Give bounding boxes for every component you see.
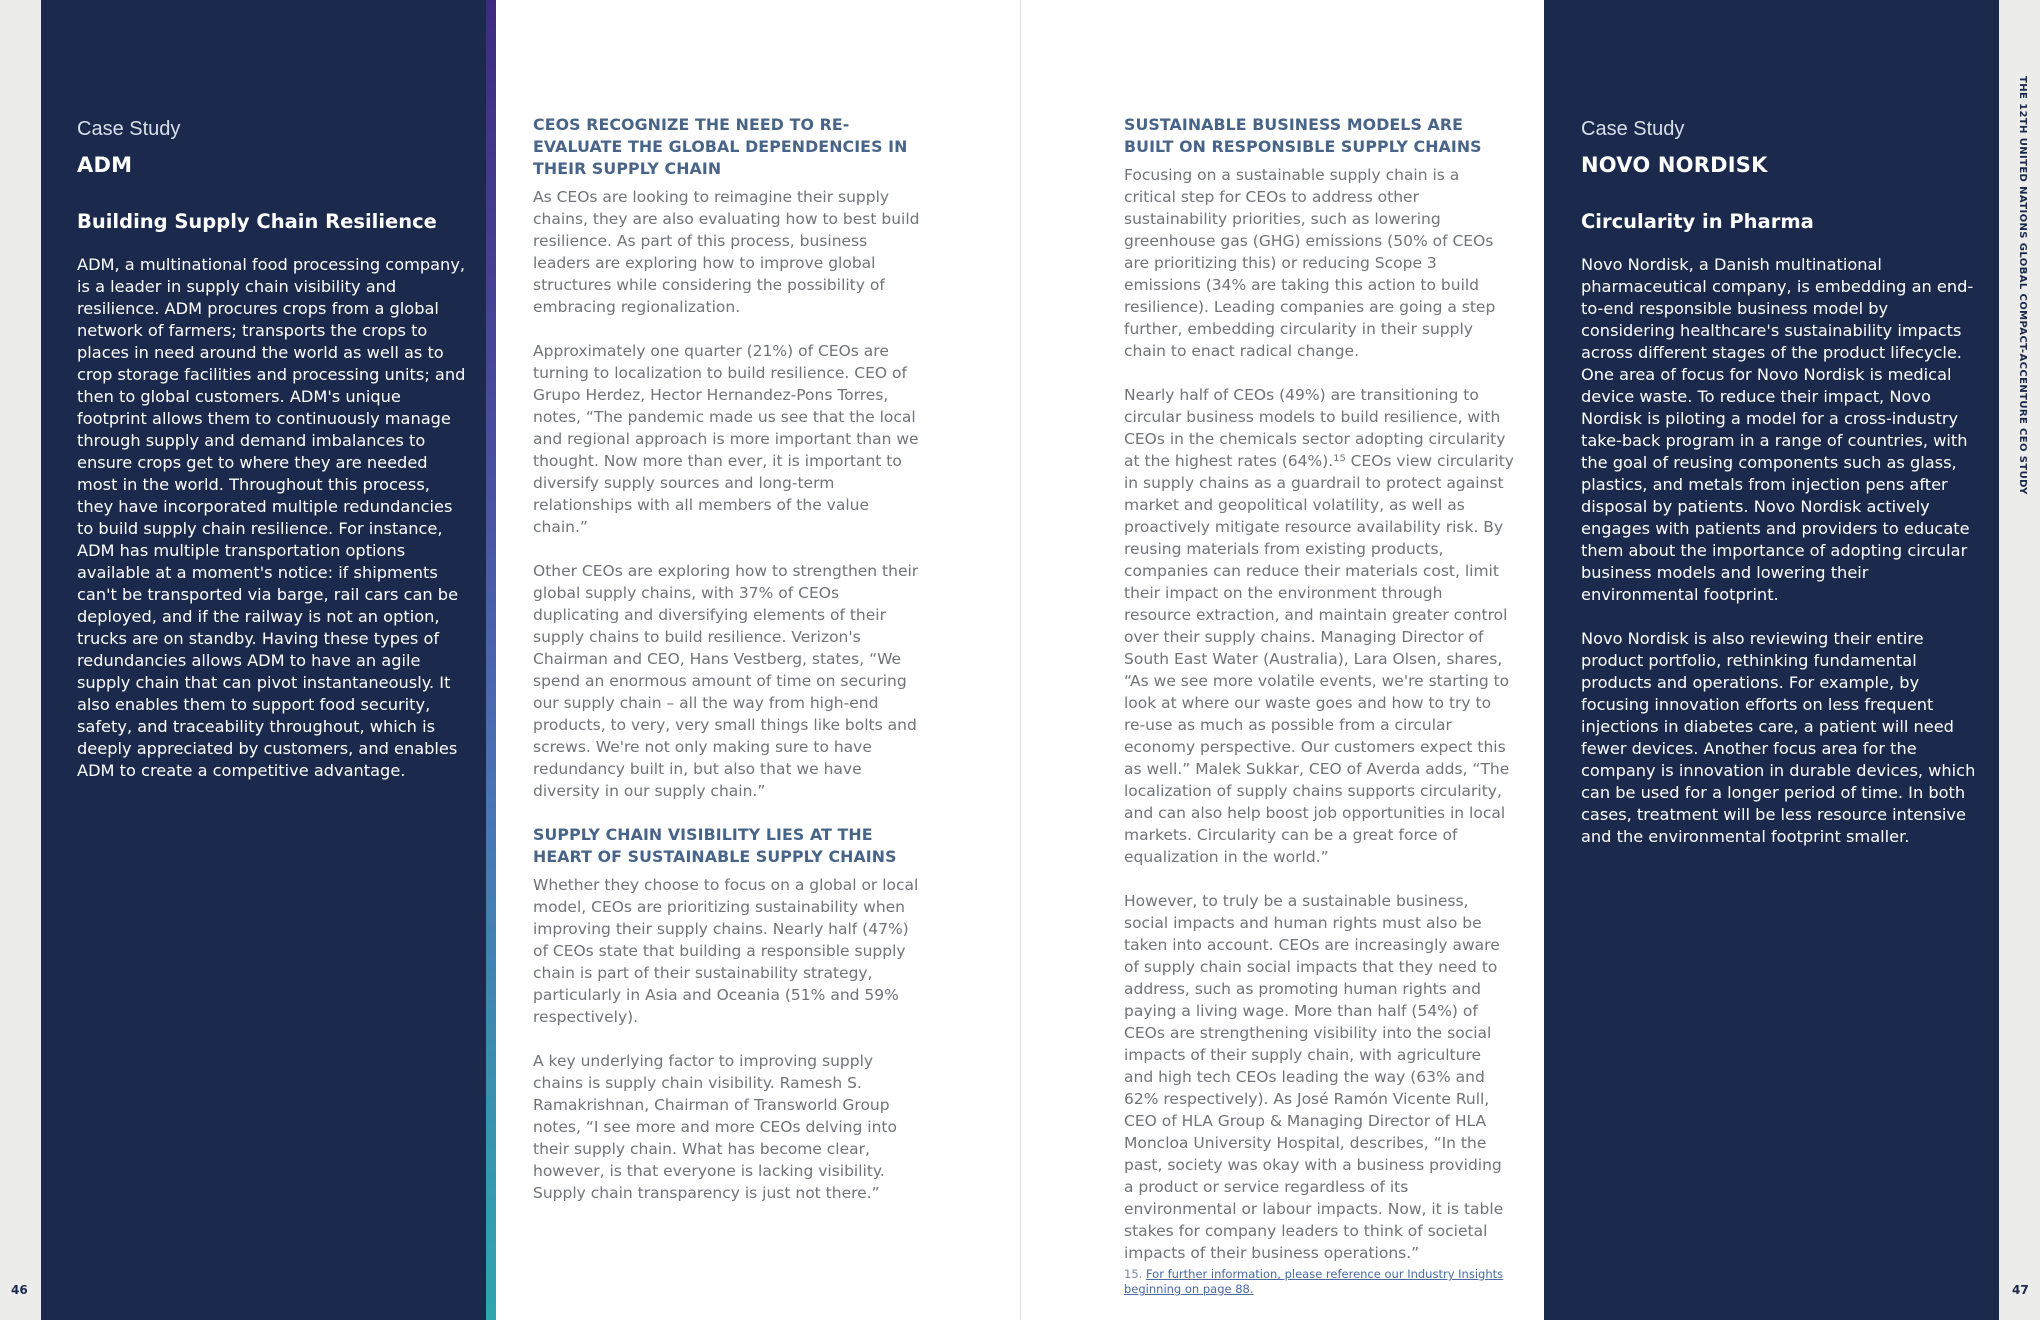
case-study-heading: Circularity in Pharma [1581,210,1814,233]
running-head: THE 12TH UNITED NATIONS GLOBAL COMPACT-ACCENTURE CEO STUDY [2017,76,2028,495]
footnote [1124,1267,1504,1297]
section-body [533,874,925,1204]
case-study-company: NOVO NORDISK [1581,153,1768,177]
case-study-panel-novo-nordisk [1544,0,1999,1320]
right-text-column [1124,114,1514,1264]
section-heading: SUPPLY CHAIN VISIBILITY LIES AT THE HEART OF SUSTAINABLE SUPPLY CHAINS [533,825,897,866]
case-study-body [77,254,467,782]
paragraph: Other CEOs are exploring how to strengthen their global supply chains, with 37% of CEOs duplicating and diversifying elements of their supply chains to build resilience. Verizon's Chairman and CEO, Hans Vestberg, states, “We spend an enormous amount of time on securing our supply chain – all the way from high-end products, to very, very small things like bolts and screws. We're not only making sure to have redundancy built in, but also that we have diversity in our supply chain.” [533,562,919,800]
section-body [533,186,925,802]
footnote-number: 15. [1124,1267,1143,1281]
section-sustainable-business-models [1124,114,1514,1264]
gradient-accent-bar [486,0,496,1320]
case-study-paragraph: Novo Nordisk is also reviewing their entire product portfolio, rethinking fundamental products and operations. For example, by focusing innovation efforts on less frequent injections in diabetes care, a patient will need fewer devices. Another focus area for the company is innovation in durable devices, which can be used for a longer period of time. In both cases, treatment will be less resource intensive and the environmental footprint smaller. [1581,629,1976,846]
case-study-content [1581,118,1986,848]
section-global-dependencies [533,114,925,802]
case-study-label: Case Study [1581,118,1685,140]
paragraph: Nearly half of CEOs (49%) are transitioning to circular business models to build resilience, with CEOs in the chemicals sector adopting circularity at the highest rates (64%).¹⁵ CEOs view circularity in supply chains as a guardrail to protect against market and geopolitical volatility, as well as proactively mitigate resource availability risk. By reusing materials from existing products, companies can reduce their materials cost, limit their impact on the environment through resource extraction, and maintain greater control over their supply chains. Managing Director of South East Water (Australia), Lara Olsen, shares, “As we see more volatile events, we're starting to look at where our waste goes and how to try to re-use as much as possible from a circular economy perspective. Our customers expect this as well.” Malek Sukkar, CEO of Averda adds, “The localization of supply chains supports circularity, and can also help boost job opportunities in local markets. Circularity can be a great force of equalization in the world.” [1124,386,1514,866]
case-study-label: Case Study [77,118,181,140]
page-fold-divider [1020,0,1021,1320]
paragraph: As CEOs are looking to reimagine their supply chains, they are also evaluating how to best build resilience. As part of this process, business leaders are exploring how to improve global structures while considering the possibility of embracing regionalization. [533,188,920,316]
case-study-paragraph: ADM, a multinational food processing company, is a leader in supply chain visibility and resilience. ADM procures crops from a global network of farmers; transports the crops to places in need around the world as well as to crop storage facilities and processing units; and then to global customers. ADM's unique footprint allows them to continuously manage through supply and demand imbalances to ensure crops get to where they are needed most in the world. Throughout this process, they have incorporated multiple redundancies to build supply chain resilience. For instance, ADM has multiple transportation options available at a moment's notice: if shipments can't be transported via barge, rail cars can be deployed, and if the railway is not an option, trucks are on standby. Having these types of redundancies allows ADM to have an agile supply chain that can pivot instantaneously. It also enables them to support food security, safety, and traceability throughout, which is deeply appreciated by customers, and enables ADM to create a competitive advantage. [77,255,466,780]
case-study-panel-adm [41,0,486,1320]
section-heading: CEOS RECOGNIZE THE NEED TO RE-EVALUATE THE GLOBAL DEPENDENCIES IN THEIR SUPPLY CHAIN [533,115,908,178]
section-body [1124,164,1514,1264]
page-number-left: 46 [11,1283,28,1297]
paragraph: Focusing on a sustainable supply chain is a critical step for CEOs to address other sustainability priorities, such as lowering greenhouse gas (GHG) emissions (50% of CEOs are prioritizing this) or reducing Scope 3 emissions (34% are taking this action to build resilience). Leading companies are going a step further, embedding circularity in their supply chain to enact radical change. [1124,166,1496,360]
section-supply-chain-visibility [533,824,925,1204]
footnote-link[interactable]: For further information, please reference our Industry Insights beginning on page 88. [1124,1267,1504,1296]
case-study-content [77,118,467,782]
left-text-column [533,114,925,1204]
paragraph: Whether they choose to focus on a global or local model, CEOs are prioritizing sustainability when improving their supply chains. Nearly half (47%) of CEOs state that building a responsible supply chain is part of their sustainability strategy, particularly in Asia and Oceania (51% and 59% respectively). [533,876,919,1026]
case-study-heading: Building Supply Chain Resilience [77,210,437,233]
paragraph: Approximately one quarter (21%) of CEOs are turning to localization to build resilience. CEO of Grupo Herdez, Hector Hernandez-Pons Torres, notes, “The pandemic made us see that the local and regional approach is more important than we thought. Now more than ever, it is important to diversify supply sources and long-term relationships with all members of the value chain.” [533,342,919,536]
case-study-paragraph: Novo Nordisk, a Danish multinational pharmaceutical company, is embedding an end-to-end responsible business model by considering healthcare's sustainability impacts across different stages of the product lifecycle. One area of focus for Novo Nordisk is medical device waste. To reduce their impact, Novo Nordisk is piloting a model for a cross-industry take-back program in a range of countries, with the goal of reusing components such as glass, plastics, and metals from injection pens after disposal by patients. Novo Nordisk actively engages with patients and providers to educate them about the importance of adopting circular business models and lowering their environmental footprint. [1581,255,1974,604]
section-heading: SUSTAINABLE BUSINESS MODELS ARE BUILT ON RESPONSIBLE SUPPLY CHAINS [1124,115,1482,156]
case-study-company: ADM [77,153,133,177]
paragraph: A key underlying factor to improving supply chains is supply chain visibility. Ramesh S. Ramakrishnan, Chairman of Transworld Group notes, “I see more and more CEOs delving into their supply chain. What has become clear, however, is that everyone is lacking visibility. Supply chain transparency is just not there.” [533,1052,897,1202]
paragraph: However, to truly be a sustainable business, social impacts and human rights must also be taken into account. CEOs are increasingly aware of supply chain social impacts that they need to address, such as promoting human rights and paying a living wage. More than half (54%) of CEOs are strengthening visibility into the social impacts of their supply chain, with agriculture and high tech CEOs leading the way (63% and 62% respectively). As José Ramón Vicente Rull, CEO of HLA Group & Managing Director of HLA Moncloa University Hospital, describes, “In the past, society was okay with a business providing a product or service regardless of its environmental or labour impacts. Now, it is table stakes for company leaders to think of societal impacts of their business operations.” [1124,892,1504,1262]
case-study-body [1581,254,1986,848]
page-number-right: 47 [2012,1283,2029,1297]
